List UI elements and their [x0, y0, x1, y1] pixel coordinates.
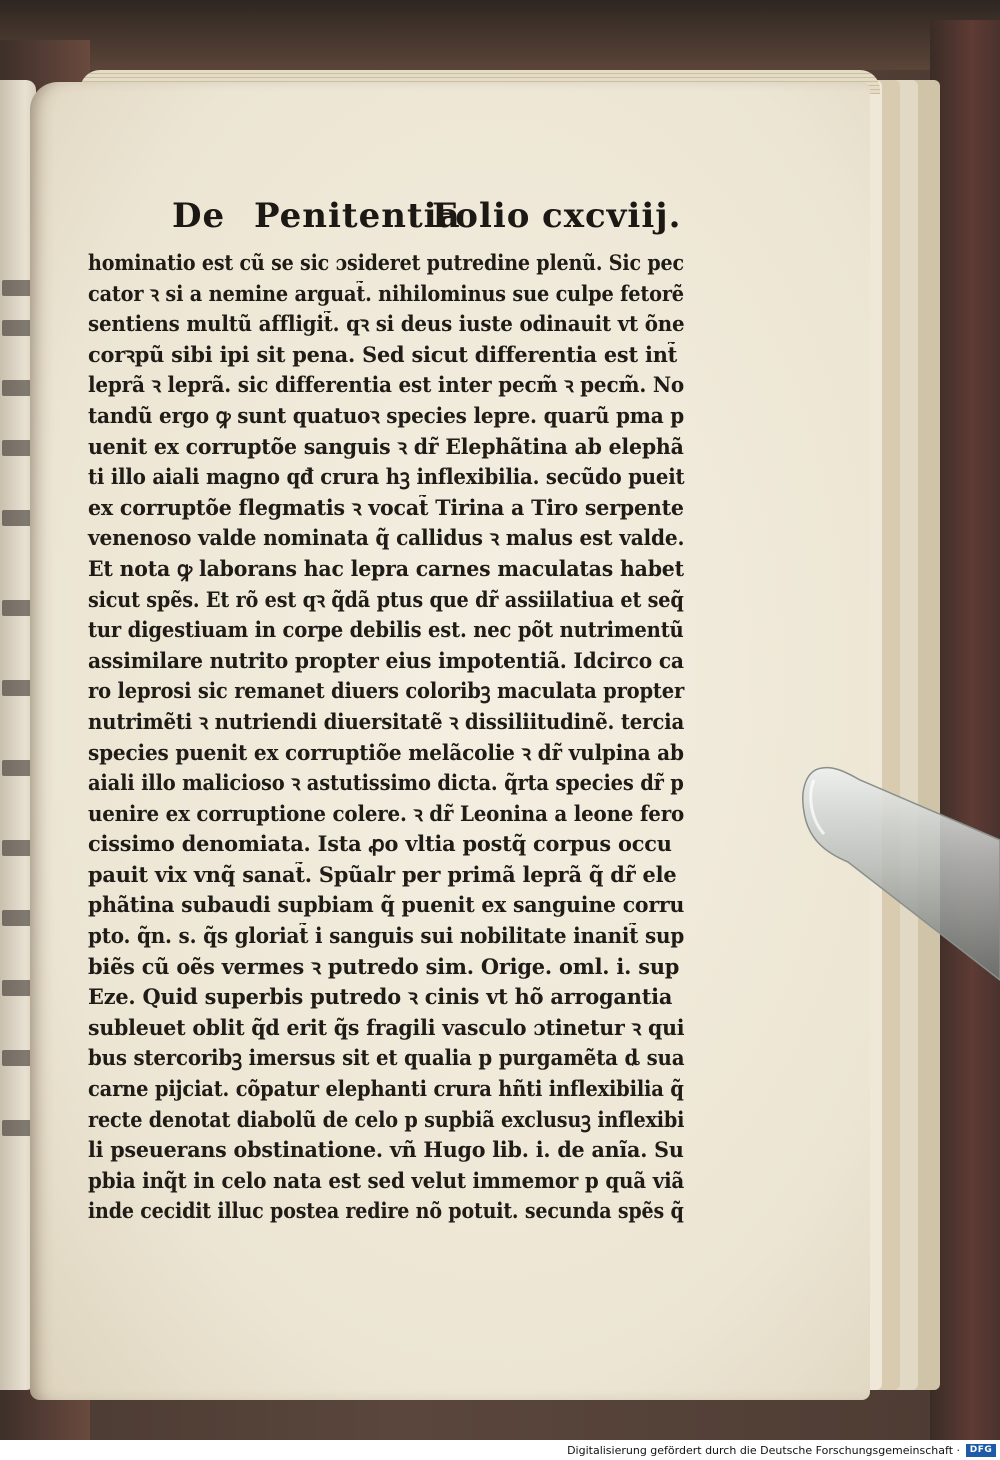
- text-line: sentiens multũ affligit̃. qꝛ si deus iuste odinauit vt õne: [88, 311, 685, 337]
- text-line: nutrimẽti ꝛ nutriendi diuersitatẽ ꝛ dissiliitudinẽ. tercia: [88, 708, 685, 734]
- book-cover-right: [930, 20, 1000, 1440]
- text-line: corꝛpũ sibi ipi sit pena. Sed sicut differentia est int̃: [88, 341, 678, 367]
- text-line: uenire ex corruptione colere. ꝛ dr̃ Leonina a leone fero: [88, 800, 685, 826]
- text-line: assimilare nutrito propter eius impotentiã. Idcirco ca: [88, 647, 684, 673]
- text-line: pto. q̃n. s. q̃s gloriat̃ i sanguis sui nobilitate inanit̃ sup: [88, 923, 685, 949]
- glass-page-holder: [800, 760, 1000, 990]
- text-line: Et nota ꝙ laborans hac lepra carnes maculatas habet: [88, 555, 684, 581]
- text-line: ti illo aiali magno qđ crura hꝫ inflexibilia. secũdo pueit: [88, 464, 685, 490]
- text-line: tandũ ergo ꝙ sunt quatuoꝛ species lepre. quarũ pma p: [88, 402, 685, 428]
- text-line: bus stercoribꝫ imersus sit et qualia p purgamẽta ȡ sua: [88, 1045, 685, 1071]
- text-line: sicut spẽs. Et rõ est qꝛ q̃dã ptus que dr̃ assiilatiua et seq̃: [88, 586, 684, 612]
- folio-number: cxcviij.: [542, 196, 682, 236]
- text-line: inde cecidit illuc postea redire nõ potuit. secunda spẽs q̃: [88, 1198, 684, 1224]
- text-line: cissimo denomiata. Ista ꝓo vltia postq̃ corpus occu: [88, 831, 672, 857]
- book-page: [30, 82, 870, 1400]
- text-line: venenoso valde nominata q̃ callidus ꝛ malus est valde.: [88, 525, 685, 551]
- text-line: uenit ex corruptõe sanguis ꝛ dr̃ Elephãtina ab elephã: [88, 433, 684, 459]
- text-line: hominatio est cũ se sic ɔsideret putredine plenũ. Sic pec: [88, 250, 684, 275]
- dfg-logo: DFG: [966, 1444, 996, 1457]
- text-line: biẽs cũ oẽs vermes ꝛ putredo sim. Orige. oml. i. sup: [88, 953, 680, 979]
- text-line: aiali illo malicioso ꝛ astutissimo dicta. q̃rta species dr̃ p: [88, 770, 684, 796]
- text-line: pauit vix vnq̃ sanat̃. Spũalr per primã leprã q̃ dr̃ ele: [88, 861, 677, 887]
- text-line: species puenit ex corruptiõe melãcolie ꝛ dr̃ vulpina ab: [88, 739, 684, 765]
- text-line: subleuet oblit q̃d erit q̃s fragili vasculo ɔtinetur ꝛ qui: [88, 1014, 685, 1040]
- running-head-de: De: [172, 196, 226, 236]
- text-line: li pseuerans obstinatione. vñ Hugo lib. i. de anĩa. Su: [88, 1137, 684, 1163]
- text-line: pbia inq̃t in celo nata est sed velut immemor p quã viã: [88, 1167, 685, 1193]
- text-line: recte denotat diabolũ de celo p supbiã exclusuꝫ inflexibi: [88, 1106, 685, 1132]
- running-head-title: Penitentia: [254, 196, 461, 236]
- text-line: ro leprosi sic remanet diuers coloribꝫ maculata propter: [88, 678, 685, 704]
- footer-credit: [0, 1440, 1000, 1460]
- text-line: carne pijciat. cõpatur elephanti crura hñti inflexibilia q̃: [88, 1076, 684, 1102]
- text-line: cator ꝛ si a nemine arguat̃. nihilominus sue culpe fetorẽ: [88, 280, 684, 306]
- body-text: [88, 248, 688, 1227]
- footer-text: Digitalisierung gefördert durch die Deutsche Forschungsgemeinschaft ·: [567, 1443, 960, 1457]
- book-cover-top: [0, 0, 1000, 70]
- text-line: leprã ꝛ leprã. sic differentia est inter pecm̃ ꝛ pecm̃. No: [88, 372, 685, 398]
- text-line: ex corruptõe flegmatis ꝛ vocat̃ Tirina a Tiro serpente: [88, 494, 684, 520]
- text-line: Eze. Quid superbis putredo ꝛ cinis vt hõ arrogantia: [88, 984, 673, 1010]
- text-line: phãtina subaudi supbiam q̃ puenit ex sanguine corru: [88, 892, 685, 918]
- running-head-folio-label: Folio: [432, 196, 531, 236]
- running-head: [172, 196, 682, 236]
- text-line: tur digestiuam in corpe debilis est. nec põt nutrimentũ: [88, 617, 684, 643]
